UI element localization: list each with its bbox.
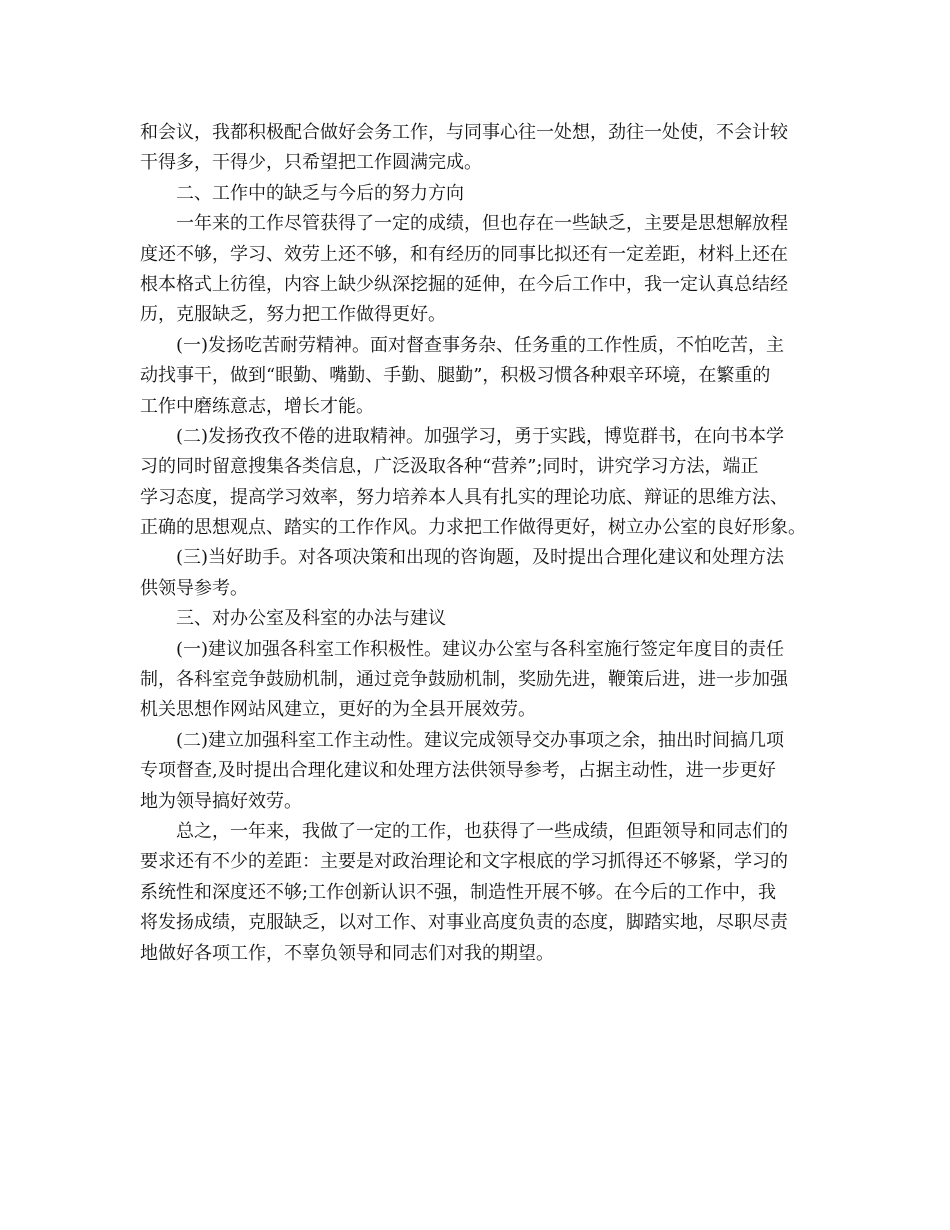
paragraph-first-line: 三、对办公室及科室的办法与建议 — [176, 608, 446, 630]
paragraph-line: 动找事干，做到“眼勤、嘴勤、手勤、腿勤”，积极习惯各种艰辛环境，在繁重的 — [140, 365, 771, 387]
paragraph-line: 系统性和深度还不够;工作创新认识不强，制造性开展不够。在今后的工作中，我 — [140, 881, 777, 903]
paragraph-line: 工作中磨练意志，增长才能。 — [140, 395, 374, 417]
paragraph-line: 地做好各项工作，不辜负领导和同志们对我的期望。 — [140, 942, 554, 964]
paragraph-first-line: 一年来的工作尽管获得了一定的成绩，但也存在一些缺乏，主要是思想解放程 — [176, 213, 788, 235]
paragraph-first-line: 二、工作中的缺乏与今后的努力方向 — [176, 182, 464, 204]
paragraph-line: 制，各科室竞争鼓励机制，通过竞争鼓励机制，奖励先进，鞭策后进，进一步加强 — [140, 669, 788, 691]
paragraph-line: 将发扬成绩，克服缺乏，以对工作、对事业高度负责的态度，脚踏实地，尽职尽责 — [140, 912, 788, 934]
paragraph-line: 地为领导搞好效劳。 — [140, 790, 302, 812]
paragraph-first-line: (二)发扬孜孜不倦的进取精神。加强学习，勇于实践，博览群书，在向书本学 — [176, 425, 785, 447]
paragraph-first-line: (一)发扬吃苦耐劳精神。面对督查事务杂、任务重的工作性质，不怕吃苦，主 — [176, 334, 785, 356]
paragraph-line: 要求还有不少的差距：主要是对政治理论和文字根底的学习抓得还不够紧，学习的 — [140, 851, 788, 873]
paragraph-line: 根本格式上彷徨，内容上缺少纵深挖掘的延伸，在今后工作中，我一定认真总结经 — [140, 273, 788, 295]
paragraph-first-line: (一)建议加强各科室工作积极性。建议办公室与各科室施行签定年度目的责任 — [176, 638, 785, 660]
paragraph-line: 和会议，我都积极配合做好会务工作，与同事心往一处想，劲往一处使，不会计较 — [140, 122, 788, 143]
paragraph-first-line: 总之，一年来，我做了一定的工作，也获得了一些成绩，但距领导和同志们的 — [176, 820, 788, 842]
paragraph-line: 专项督查,及时提出合理化建议和处理方法供领导参考，占据主动性，进一步更好 — [140, 760, 776, 782]
paragraph-line: 习的同时留意搜集各类信息，广泛汲取各种“营养”;同时，讲究学习方法，端正 — [140, 456, 759, 478]
paragraph-line: 度还不够，学习、效劳上还不够，和有经历的同事比拟还有一定差距，材料上还在 — [140, 243, 788, 265]
paragraph-line: 正确的思想观点、踏实的工作作风。力求把工作做得更好，树立办公室的良好形象。 — [140, 517, 806, 539]
paragraph-line: 干得多，干得少，只希望把工作圆满完成。 — [140, 152, 482, 174]
paragraph-first-line: (二)建立加强科室工作主动性。建议完成领导交办事项之余，抽出时间搞几项 — [176, 729, 785, 751]
document-body — [140, 118, 830, 969]
paragraph-line: 历，克服缺乏，努力把工作做得更好。 — [140, 304, 446, 326]
paragraph-line: 学习态度，提高学习效率，努力培养本人具有扎实的理论功底、辩证的思维方法、 — [140, 486, 788, 508]
paragraph-line: 供领导参考。 — [140, 577, 248, 599]
paragraph-line: 机关思想作网站风建立，更好的为全县开展效劳。 — [140, 699, 536, 721]
paragraph-first-line: (三)当好助手。对各项决策和出现的咨询题，及时提出合理化建议和处理方法 — [176, 547, 785, 569]
